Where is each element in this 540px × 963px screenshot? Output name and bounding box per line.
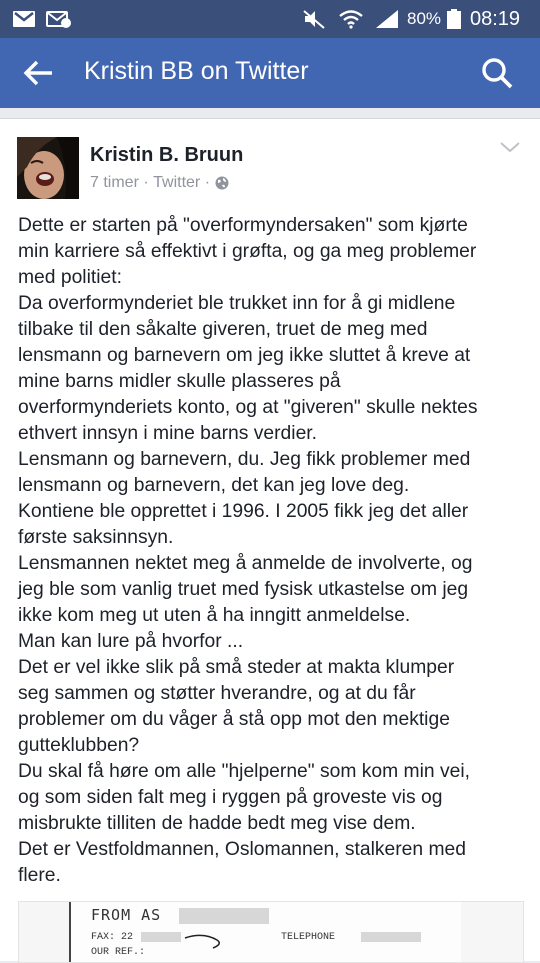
post-text-line: problemer om du våger å stå opp mot den mektige bbox=[18, 709, 450, 730]
fax-document bbox=[69, 902, 461, 962]
post-text-line: Man kan lure på hvorfor ... bbox=[18, 631, 244, 652]
scribble-mark bbox=[183, 930, 243, 954]
post-text-line: gutteklubben? bbox=[18, 735, 140, 756]
doc-fax: FAX: 22 bbox=[91, 932, 134, 943]
gmail-icon bbox=[12, 9, 36, 29]
signal-icon bbox=[374, 9, 400, 29]
app-bar bbox=[0, 38, 540, 108]
clock: 08:19 bbox=[470, 8, 521, 30]
battery-icon bbox=[447, 9, 461, 29]
post-text-line: Det er Vestfoldmannen, Oslomannen, stalkeren med bbox=[18, 839, 466, 860]
mute-icon bbox=[302, 9, 326, 29]
post-text-line: tilbake til den såkalte giveren, truet de meg med bbox=[18, 319, 428, 340]
post-text-line: ikke kom meg ut uten å ha inngitt anmeldelse. bbox=[18, 605, 411, 626]
avatar-image bbox=[17, 137, 79, 199]
mail-icon bbox=[46, 9, 72, 29]
post-text-line: min karriere så effektivt i grøfta, og ga meg problemer bbox=[18, 241, 477, 262]
post-text-line: Lensmannen nektet meg å anmelde de involverte, og bbox=[18, 553, 473, 574]
redaction bbox=[361, 932, 421, 942]
doc-telephone: TELEPHONE bbox=[281, 932, 336, 943]
avatar[interactable] bbox=[17, 137, 79, 199]
doc-from: FROM AS bbox=[91, 906, 162, 924]
status-bar bbox=[0, 0, 540, 38]
author-name[interactable]: Kristin B. Bruun bbox=[90, 144, 244, 166]
post-text-line: Du skal få høre om alle "hjelperne" som kom min vei, bbox=[18, 761, 470, 782]
attachment-image[interactable] bbox=[18, 901, 524, 963]
post-text-line: jeg ble som vanlig truet med fysisk utkastelse om jeg bbox=[18, 579, 469, 600]
post-text-line: mine barns midler skulle plasseres på bbox=[18, 371, 341, 392]
post-card bbox=[0, 118, 540, 961]
post-text bbox=[18, 213, 528, 889]
wifi-icon bbox=[338, 9, 364, 29]
doc-our-ref: OUR REF.: bbox=[91, 947, 146, 958]
post-text-line: lensmann og barnevern, det kan jeg love deg. bbox=[18, 475, 410, 496]
search-icon[interactable] bbox=[478, 54, 516, 92]
redaction bbox=[179, 908, 269, 924]
post-text-line: overformynderiets konto, og at "giveren" skulle nektes bbox=[18, 397, 478, 418]
post-text-line: med politiet: bbox=[18, 267, 122, 288]
globe-icon bbox=[215, 176, 229, 190]
post-text-line: seg sammen og støtter hverandre, og at du får bbox=[18, 683, 416, 704]
post-text-line: og som siden falt meg i ryggen på groveste vis og bbox=[18, 787, 443, 808]
post-text-line: Det er vel ikke slik på små steder at makta klumper bbox=[18, 657, 455, 678]
post-text-line: Da overformynderiet ble trukket inn for å gi midlene bbox=[18, 293, 456, 314]
post-text-line: flere. bbox=[18, 865, 61, 886]
post-text-line: første saksinnsyn. bbox=[18, 527, 174, 548]
page-title: Kristin BB on Twitter bbox=[84, 57, 309, 85]
post-meta bbox=[90, 174, 229, 192]
post-text-line: Dette er starten på "overformyndersaken" som kjørte bbox=[18, 215, 468, 236]
post-text-line: misbrukte tilliten de hadde bedt meg vise dem. bbox=[18, 813, 416, 834]
post-time[interactable]: 7 timer bbox=[90, 174, 139, 191]
post-text-line: Lensmann og barnevern, du. Jeg fikk problemer med bbox=[18, 449, 471, 470]
post-text-line: ethvert innsyn i mine barns verdier. bbox=[18, 423, 318, 444]
post-text-line: lensmann og barnevern om jeg ikke sluttet å kreve at bbox=[18, 345, 471, 366]
meta-separator: · bbox=[143, 174, 149, 191]
battery-percent: 80% bbox=[407, 9, 442, 28]
meta-separator: · bbox=[204, 174, 211, 191]
chevron-down-icon[interactable] bbox=[498, 139, 522, 155]
post-source[interactable]: Twitter bbox=[153, 174, 201, 191]
post-text-line: Kontiene ble opprettet i 1996. I 2005 fikk jeg det aller bbox=[18, 501, 469, 522]
redaction bbox=[141, 932, 181, 942]
back-arrow-icon[interactable] bbox=[22, 58, 56, 88]
